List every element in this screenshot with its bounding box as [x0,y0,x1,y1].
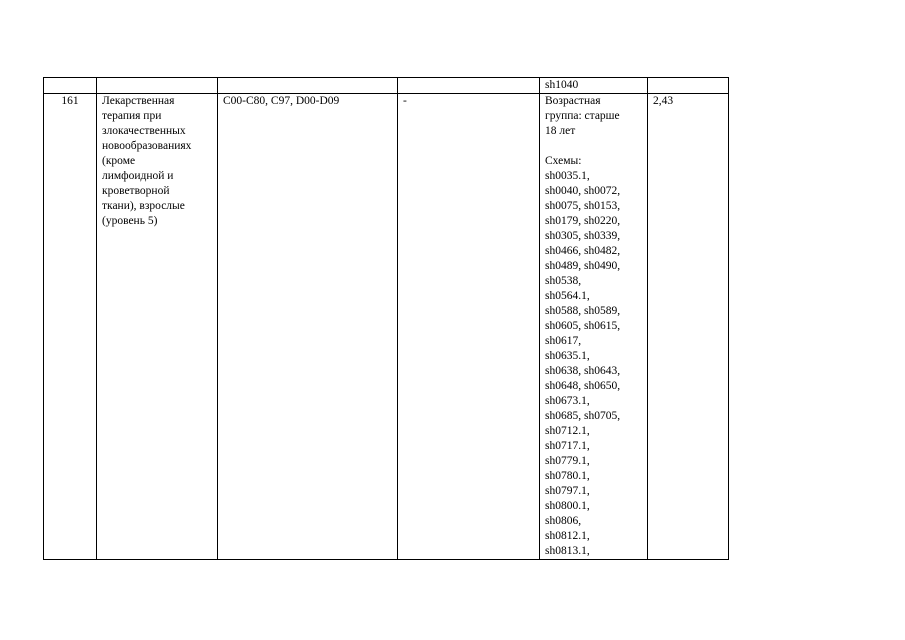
scheme-line: sh0466, sh0482, [545,245,621,257]
criteria-line: Возрастная [545,95,601,107]
scheme-line: sh0780.1, [545,470,590,482]
table-row-previous [44,78,729,94]
cell-diagnosis-codes: C00-C80, C97, D00-D09 [218,94,398,560]
scheme-line: sh0538, [545,275,582,287]
scheme-line: sh0489, sh0490, [545,260,621,272]
scheme-line: sh0588, sh0589, [545,305,621,317]
criteria-line: 18 лет [545,125,576,137]
group-name-line: (кроме [102,155,136,167]
scheme-line: sh0717.1, [545,440,590,452]
criteria-gap [545,139,642,154]
scheme-line: sh0812.1, [545,530,590,542]
group-name-line: (уровень 5) [102,215,158,227]
scheme-line: sh0638, sh0643, [545,365,621,377]
scheme-line: sh0040, sh0072, [545,185,621,197]
criteria-line: группа: старше [545,110,620,122]
cell-col4-empty [398,78,540,94]
scheme-list [545,169,642,559]
scheme-line: sh0673.1, [545,395,590,407]
scheme-line: sh0712.1, [545,425,590,437]
scheme-line: sh0075, sh0153, [545,200,621,212]
scheme-line: sh0648, sh0650, [545,380,621,392]
cell-name-empty [97,78,218,94]
tariff-table [43,77,729,560]
group-name-line: терапия при [102,110,162,122]
scheme-line: sh0305, sh0339, [545,230,621,242]
group-name-line: лимфоидной и [102,170,174,182]
scheme-line: sh0813.1, [545,545,590,557]
scheme-line: sh0685, sh0705, [545,410,621,422]
scheme-line: sh0564.1, [545,290,590,302]
cell-coefficient: 2,43 [648,94,729,560]
group-name-line: новообразованиях [102,140,192,152]
scheme-line: sh0779.1, [545,455,590,467]
cell-codes-empty [218,78,398,94]
group-name-line: Лекарственная [102,95,175,107]
scheme-line: sh0035.1, [545,170,590,182]
scheme-line: sh0617, [545,335,582,347]
scheme-line: sh0797.1, [545,485,590,497]
scheme-line: sh0800.1, [545,500,590,512]
scheme-line: sh0605, sh0615, [545,320,621,332]
group-name-line: злокачественных [102,125,186,137]
scheme-line: sh0179, sh0220, [545,215,621,227]
group-name-line: кроветворной [102,185,170,197]
table-row-161 [44,94,729,560]
cell-col4: - [398,94,540,560]
cell-criteria [540,94,648,560]
cell-group-name [97,94,218,560]
cell-coefficient-empty [648,78,729,94]
cell-number-empty [44,78,97,94]
scheme-line: sh0635.1, [545,350,590,362]
group-name-line: ткани), взрослые [102,200,185,212]
cell-row-number: 161 [44,94,97,560]
scheme-line: sh0806, [545,515,582,527]
schemes-label: Схемы: [545,155,582,167]
cell-scheme-tail: sh1040 [540,78,648,94]
